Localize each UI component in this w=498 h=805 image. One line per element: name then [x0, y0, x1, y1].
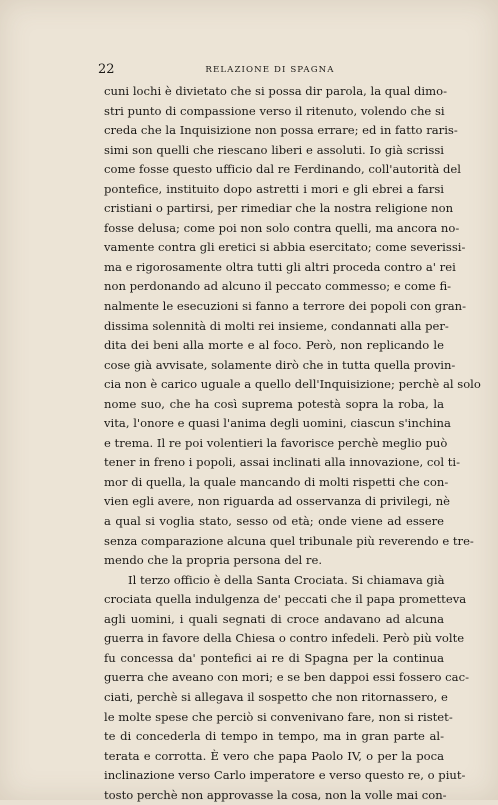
text-line: inclinazione verso Carlo imperatore e verso questo re, o piut- — [104, 768, 466, 783]
text-line: dissima solennità di molti rei insieme, condannati alla per- — [104, 318, 449, 333]
text-line: terata e corrotta. È vero che papa Paolo IV, o per la poca — [104, 748, 444, 763]
page-number: 22 — [98, 62, 115, 77]
text-line: ciati, perchè si allegava il sospetto che non ritornassero, e — [104, 689, 448, 704]
text-line: guerra in favore della Chiesa o contro infedeli. Però più volte — [104, 631, 465, 646]
text-line: le molte spese che perciò si convenivano fare, non si ristet- — [104, 709, 453, 724]
text-line: nome suo, che ha così suprema potestà sopra la roba, la — [104, 396, 444, 411]
text-line: agli uomini, i quali segnati di croce andavano ad alcuna — [104, 611, 444, 626]
text-line: simi son quelli che riescano liberi e assoluti. Io già scrissi — [104, 142, 444, 157]
text-line: cristiani o partirsi, per rimediar che la nostra religione non — [104, 201, 454, 216]
text-line: vita, l'onore e quasi l'anima degli uomini, ciascun s'inchina — [104, 416, 451, 431]
text-line: e trema. Il re poi volentieri la favorisce perchè meglio può — [104, 435, 448, 450]
text-line: Il terzo officio è della Santa Crociata. Si chiamava già — [128, 572, 445, 587]
text-line: nalmente le esecuzioni si fanno a terrore dei popoli con gran- — [104, 299, 467, 314]
text-line: come fosse questo ufficio dal re Ferdinando, coll'autorità del — [104, 162, 461, 177]
text-line: a qual si voglia stato, sesso od età; onde viene ad essere — [104, 514, 444, 529]
page-header — [98, 62, 442, 78]
text-line: dita dei beni alla morte e al foco. Però, non replicando le — [104, 338, 444, 353]
body-text — [104, 82, 481, 805]
text-line: senza comparazione alcuna quel tribunale più reverendo e tre- — [104, 533, 474, 548]
text-line: mendo che la propria persona del re. — [104, 553, 323, 568]
text-line: fosse delusa; come poi non solo contra quelli, ma ancora no- — [104, 220, 460, 235]
text-line: stri punto di compassione verso il ritenuto, volendo che si — [104, 103, 445, 118]
text-line: tener in freno i popoli, assai inclinati alla innovazione, col ti- — [104, 455, 461, 470]
text-line: fu concessa da' pontefici ai re di Spagna per la continua — [104, 650, 444, 665]
text-line: guerra che aveano con mori; e se ben dappoi essi fossero cac- — [104, 670, 469, 685]
text-line: creda che la Inquisizione non possa errare; ed in fatto raris- — [104, 123, 458, 138]
text-line: cose già avvisate, solamente dirò che in tutta quella provin- — [104, 357, 456, 372]
text-line: ma e rigorosamente oltra tutti gli altri proceda contro a' rei — [104, 259, 456, 274]
text-line: mor di quella, la quale mancando di molti rispetti che con- — [104, 474, 449, 489]
text-line: crociata quella indulgenza de' peccati che il papa prometteva — [104, 592, 467, 607]
text-line: tosto perchè non approvasse la cosa, non la volle mai con- — [104, 787, 447, 802]
text-line: cuni lochi è divietato che si possa dir parola, la qual dimo- — [104, 84, 448, 98]
running-head: RELAZIONE DI SPAGNA — [205, 65, 335, 75]
text-line: vamente contra gli eretici si abbia esercitato; come severissi- — [104, 240, 466, 255]
text-line: vien egli avere, non riguarda ad osservanza di privilegi, nè — [104, 494, 451, 509]
text-line: te di concederla di tempo in tempo, ma in gran parte al- — [104, 729, 444, 744]
text-line: cia non è carico uguale a quello dell'Inquisizione; perchè al solo — [104, 377, 481, 392]
text-line: non perdonando ad alcuno il peccato commesso; e come fi- — [104, 279, 452, 294]
text-line: pontefice, instituito dopo astretti i mori e gli ebrei a farsi — [104, 181, 444, 196]
